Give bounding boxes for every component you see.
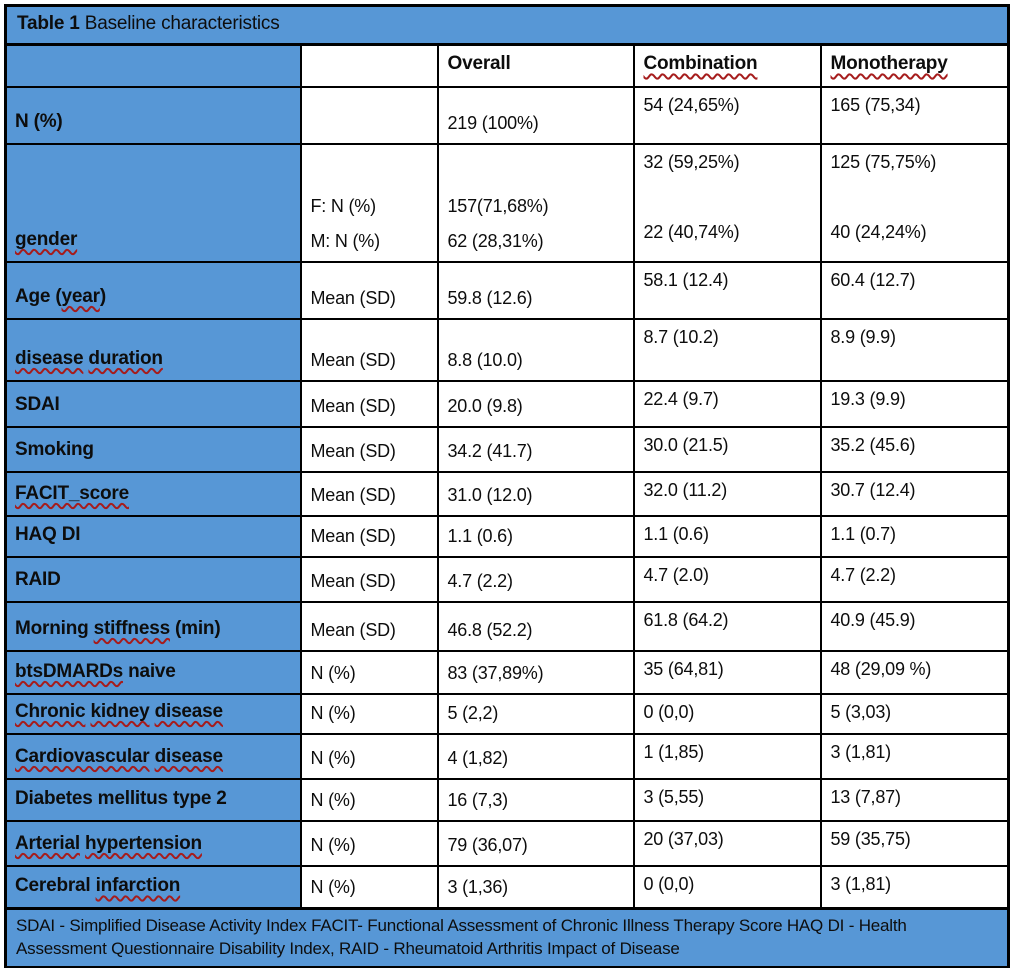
row-label-segment-squiggled: Arterial xyxy=(15,832,80,854)
cell-line: 125 (75,75%) xyxy=(830,151,937,172)
cell-line: 59.8 (12.6) xyxy=(447,287,533,308)
cell-line: 5 (3,03) xyxy=(830,701,891,722)
cell-line: N (%) xyxy=(310,877,356,897)
row-label-segment-squiggled: disease xyxy=(15,347,84,369)
combination-cell xyxy=(634,557,821,602)
row-label-segment: N (%) xyxy=(15,110,63,132)
row-label xyxy=(15,522,296,548)
combination-cell xyxy=(634,472,821,516)
combination-cell xyxy=(634,821,821,866)
header-monotherapy xyxy=(821,45,1009,87)
table-row xyxy=(6,866,1009,909)
combination-cell xyxy=(634,866,821,909)
monotherapy-cell xyxy=(821,516,1009,557)
overall-cell xyxy=(438,557,634,602)
row-label xyxy=(15,284,296,310)
row-label-cell xyxy=(6,602,301,651)
cell-line: 30.0 (21.5) xyxy=(643,434,729,455)
cell-line: 59 (35,75) xyxy=(830,828,911,849)
monotherapy-cell xyxy=(821,821,1009,866)
cell-line: 3 (1,81) xyxy=(830,873,891,894)
column-header-row xyxy=(6,45,1009,87)
row-label-segment-squiggled: disease xyxy=(154,700,223,722)
stat-cell xyxy=(301,821,438,866)
cell-line: N (%) xyxy=(310,834,356,855)
cell-line: 4.7 (2.2) xyxy=(830,564,896,585)
row-label-segment-squiggled: disease xyxy=(154,745,223,767)
cell-line: 165 (75,34) xyxy=(830,94,921,115)
table-row xyxy=(6,779,1009,821)
cell-line: 219 (100%) xyxy=(447,112,539,133)
cell-line: 48 (29,09 %) xyxy=(830,658,932,679)
row-label-cell xyxy=(6,87,301,144)
cell-line: 4 (1,82) xyxy=(447,747,508,768)
cell-line: 3 (1,81) xyxy=(830,741,891,762)
overall-cell xyxy=(438,262,634,319)
row-label-segment: RAID xyxy=(15,568,61,590)
row-label xyxy=(15,109,296,135)
table-row xyxy=(6,381,1009,427)
header-overall xyxy=(438,45,634,87)
cell-line: F: N (%) xyxy=(310,195,376,216)
stat-cell xyxy=(301,262,438,319)
combination-cell xyxy=(634,262,821,319)
row-label xyxy=(15,744,296,770)
cell-line: 61.8 (64.2) xyxy=(643,609,729,630)
stat-cell xyxy=(301,319,438,381)
overall-cell xyxy=(438,602,634,651)
monotherapy-cell xyxy=(821,262,1009,319)
row-label xyxy=(15,567,296,593)
row-label-cell xyxy=(6,779,301,821)
cell-line: 19.3 (9.9) xyxy=(830,388,906,409)
row-label-segment-squiggled: Chronic xyxy=(15,700,86,722)
monotherapy-cell xyxy=(821,319,1009,381)
row-label-cell xyxy=(6,381,301,427)
combination-cell xyxy=(634,694,821,734)
row-label xyxy=(15,873,296,899)
combination-cell xyxy=(634,516,821,557)
monotherapy-cell xyxy=(821,866,1009,909)
table-row xyxy=(6,734,1009,779)
header-monotherapy-label: Monotherapy xyxy=(830,53,948,74)
cell-line: 32 (59,25%) xyxy=(643,151,740,172)
table-row xyxy=(6,144,1009,262)
table-row xyxy=(6,427,1009,472)
table-title xyxy=(6,6,1009,45)
row-label xyxy=(15,699,296,725)
row-label-segment: SDAI xyxy=(15,393,60,415)
stat-cell xyxy=(301,734,438,779)
row-label-segment-squiggled: hypertension xyxy=(85,832,202,854)
table-row xyxy=(6,821,1009,866)
row-label-segment: naive xyxy=(122,660,176,682)
cell-line: N (%) xyxy=(310,789,356,810)
row-label xyxy=(15,659,296,685)
cell-line: 22 (40,74%) xyxy=(643,221,740,242)
footnote-line: SDAI - Simplified Disease Activity Index FACIT- Functional Assessment of Chronic Illness Therapy Score HAQ DI - Health xyxy=(16,916,907,935)
monotherapy-cell xyxy=(821,734,1009,779)
monotherapy-cell xyxy=(821,381,1009,427)
row-label-segment-squiggled: gender xyxy=(15,228,78,250)
cell-line: 32.0 (11.2) xyxy=(643,479,728,500)
cell-line: 5 (2,2) xyxy=(447,702,499,723)
cell-line: Mean (SD) xyxy=(310,619,396,640)
cell-line: 0 (0,0) xyxy=(643,701,695,722)
cell-line: 8.9 (9.9) xyxy=(830,326,896,347)
overall-cell xyxy=(438,427,634,472)
stat-cell xyxy=(301,381,438,427)
row-label xyxy=(15,616,296,642)
combination-cell xyxy=(634,381,821,427)
cell-line: Mean (SD) xyxy=(310,395,396,416)
table-row xyxy=(6,262,1009,319)
cell-line: 1.1 (0.6) xyxy=(643,523,709,544)
stat-cell xyxy=(301,472,438,516)
cell-line: N (%) xyxy=(310,747,356,768)
combination-cell xyxy=(634,427,821,472)
cell-line: 22.4 (9.7) xyxy=(643,388,719,409)
cell-line: 3 (1,36) xyxy=(447,877,508,897)
stat-cell xyxy=(301,602,438,651)
monotherapy-cell xyxy=(821,694,1009,734)
overall-cell xyxy=(438,381,634,427)
monotherapy-cell xyxy=(821,472,1009,516)
overall-cell xyxy=(438,651,634,694)
cell-line: 20.0 (9.8) xyxy=(447,395,523,416)
cell-line: 1 (1,85) xyxy=(643,741,704,762)
cell-line: Mean (SD) xyxy=(310,349,396,370)
table-row xyxy=(6,602,1009,651)
table-row xyxy=(6,651,1009,694)
row-label-cell xyxy=(6,866,301,909)
table-row xyxy=(6,472,1009,516)
monotherapy-cell xyxy=(821,779,1009,821)
cell-line: N (%) xyxy=(310,702,356,723)
cell-line: 46.8 (52.2) xyxy=(447,619,533,640)
row-label xyxy=(15,227,296,253)
table-body xyxy=(6,87,1009,909)
stat-cell xyxy=(301,694,438,734)
table-row xyxy=(6,694,1009,734)
row-label-cell xyxy=(6,694,301,734)
cell-line xyxy=(831,184,1004,210)
row-label-cell xyxy=(6,516,301,557)
row-label-cell xyxy=(6,472,301,516)
table-title-row xyxy=(6,6,1009,45)
cell-line: 83 (37,89%) xyxy=(447,662,544,683)
cell-line: Mean (SD) xyxy=(310,440,396,461)
cell-line: 60.4 (12.7) xyxy=(830,269,916,290)
table-row xyxy=(6,516,1009,557)
combination-cell xyxy=(634,779,821,821)
monotherapy-cell xyxy=(821,87,1009,144)
overall-cell xyxy=(438,87,634,144)
cell-line: 13 (7,87) xyxy=(830,786,901,807)
row-label xyxy=(15,437,296,463)
cell-line: M: N (%) xyxy=(310,230,380,251)
cell-line: 35 (64,81) xyxy=(643,658,724,679)
row-label-cell xyxy=(6,734,301,779)
cell-line: Mean (SD) xyxy=(310,525,396,546)
footnote-line: Assessment Questionnaire Disability Index, RAID - Rheumatoid Arthritis Impact of Disease xyxy=(16,939,680,958)
header-combination-label: Combination xyxy=(643,53,758,74)
row-label-cell xyxy=(6,319,301,381)
row-label-segment: Cerebral xyxy=(15,875,96,896)
row-label-cell xyxy=(6,651,301,694)
row-label-segment-squiggled: stiffness xyxy=(93,617,170,639)
cell-line: 54 (24,65%) xyxy=(643,94,740,115)
overall-cell xyxy=(438,734,634,779)
cell-line: 58.1 (12.4) xyxy=(643,269,729,290)
cell-line: 4.7 (2.2) xyxy=(447,570,513,591)
monotherapy-cell xyxy=(821,602,1009,651)
combination-cell xyxy=(634,87,821,144)
cell-line: 3 (5,55) xyxy=(643,786,704,807)
cell-line: 16 (7,3) xyxy=(447,789,508,810)
row-label-cell xyxy=(6,557,301,602)
table-row xyxy=(6,319,1009,381)
cell-line: 40.9 (45.9) xyxy=(830,609,916,630)
cell-line: 79 (36,07) xyxy=(447,834,528,855)
monotherapy-cell xyxy=(821,557,1009,602)
combination-cell xyxy=(634,734,821,779)
header-overall-label: Overall xyxy=(447,53,511,74)
row-label xyxy=(15,786,296,812)
row-label-segment: Morning xyxy=(15,617,94,639)
table-title-text: Baseline characteristics xyxy=(79,13,280,34)
combination-cell xyxy=(634,144,821,262)
overall-cell xyxy=(438,319,634,381)
overall-cell xyxy=(438,866,634,909)
cell-line: 1.1 (0.6) xyxy=(447,525,513,546)
cell-line: 20 (37,03) xyxy=(643,828,724,849)
row-label xyxy=(15,392,296,418)
monotherapy-cell xyxy=(821,427,1009,472)
cell-line: 8.8 (10.0) xyxy=(447,349,523,370)
monotherapy-cell xyxy=(821,144,1009,262)
overall-cell xyxy=(438,472,634,516)
stat-cell xyxy=(301,651,438,694)
overall-cell xyxy=(438,821,634,866)
header-label-column xyxy=(6,45,301,87)
cell-line: 35.2 (45.6) xyxy=(830,434,916,455)
cell-line: 31.0 (12.0) xyxy=(447,484,533,505)
combination-cell xyxy=(634,319,821,381)
row-label xyxy=(15,346,296,372)
cell-line: 62 (28,31%) xyxy=(447,230,544,251)
header-combination xyxy=(634,45,821,87)
row-label-segment: Smoking xyxy=(15,438,94,460)
cell-line: 0 (0,0) xyxy=(643,873,695,894)
row-label xyxy=(15,831,296,857)
row-label-cell xyxy=(6,144,301,262)
row-label-cell xyxy=(6,427,301,472)
row-label-segment-squiggled: infarction xyxy=(95,875,181,896)
cell-line: 157(71,68%) xyxy=(447,195,549,216)
cell-line: 40 (24,24%) xyxy=(830,221,927,242)
stat-cell xyxy=(301,557,438,602)
stat-cell xyxy=(301,516,438,557)
stat-cell xyxy=(301,144,438,262)
footnote-row xyxy=(6,909,1009,968)
row-label-segment-squiggled: year xyxy=(61,285,100,307)
combination-cell xyxy=(634,602,821,651)
table-row xyxy=(6,557,1009,602)
row-label-segment: ) xyxy=(99,285,106,307)
cell-line: N (%) xyxy=(310,662,356,683)
cell-line: 34.2 (41.7) xyxy=(447,440,533,461)
table-row xyxy=(6,87,1009,144)
row-label-segment: HAQ DI xyxy=(15,523,81,545)
row-label-cell xyxy=(6,821,301,866)
cell-line: 8.7 (10.2) xyxy=(643,326,719,347)
header-stat-column xyxy=(301,45,438,87)
monotherapy-cell xyxy=(821,651,1009,694)
row-label xyxy=(15,481,296,507)
baseline-characteristics-table xyxy=(4,4,1010,968)
cell-line: Mean (SD) xyxy=(310,570,396,591)
row-label-segment-squiggled: duration xyxy=(88,347,163,369)
row-label-segment-squiggled: kidney xyxy=(90,700,150,722)
row-label-segment-squiggled: Cardiovascular xyxy=(15,745,150,767)
stat-cell xyxy=(301,866,438,909)
cell-line xyxy=(644,184,816,210)
stat-cell xyxy=(301,427,438,472)
footnote xyxy=(6,909,1009,968)
row-label-segment: Diabetes mellitus type 2 xyxy=(15,787,227,809)
row-label-cell xyxy=(6,262,301,319)
stat-cell xyxy=(301,87,438,144)
overall-cell xyxy=(438,516,634,557)
row-label-segment-squiggled: FACIT_score xyxy=(15,482,129,504)
row-label-segment-squiggled: btsDMARDs xyxy=(15,660,123,682)
table-title-number: Table 1 xyxy=(17,13,80,34)
cell-line: 1.1 (0.7) xyxy=(830,523,896,544)
cell-line: Mean (SD) xyxy=(310,287,396,308)
stat-cell xyxy=(301,779,438,821)
combination-cell xyxy=(634,651,821,694)
overall-cell xyxy=(438,694,634,734)
cell-line: 30.7 (12.4) xyxy=(830,479,916,500)
cell-line: 4.7 (2.0) xyxy=(643,564,709,585)
cell-line: Mean (SD) xyxy=(310,484,396,505)
row-label-segment: (min) xyxy=(169,617,221,639)
row-label-segment: Age ( xyxy=(15,285,62,307)
overall-cell xyxy=(438,779,634,821)
overall-cell xyxy=(438,144,634,262)
